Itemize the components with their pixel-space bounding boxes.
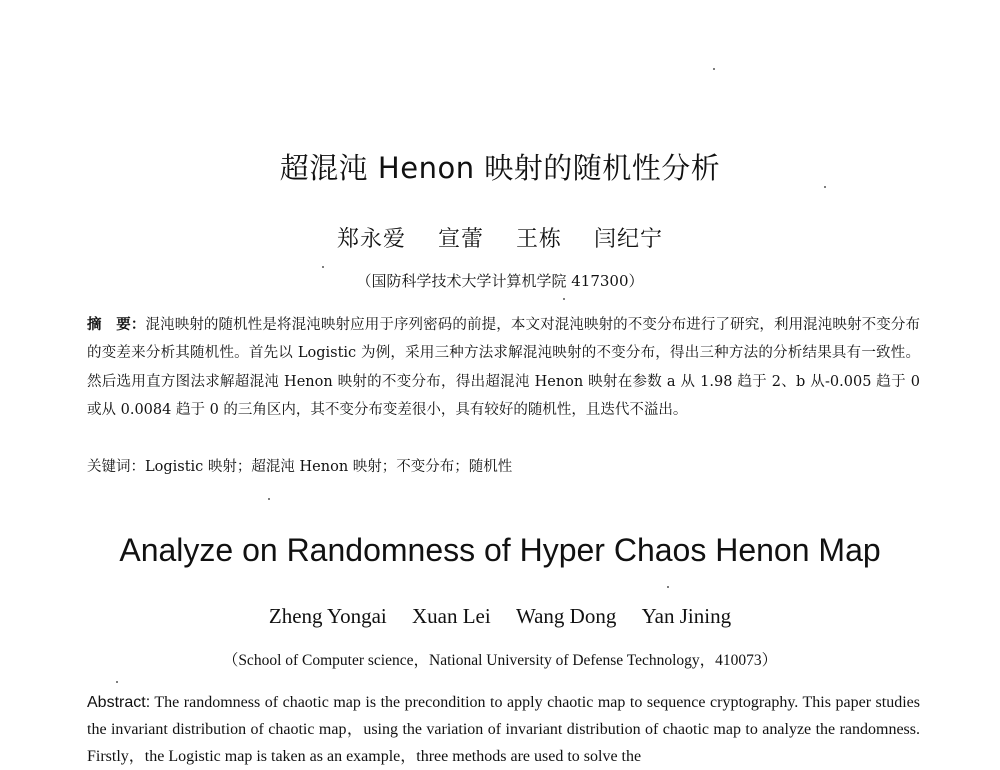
english-authors — [0, 604, 1000, 629]
scan-speck — [268, 498, 270, 500]
english-title: Analyze on Randomness of Hyper Chaos Henon Map — [119, 532, 881, 568]
english-abstract — [87, 689, 920, 770]
chinese-keywords-label: 关键词： — [87, 459, 145, 475]
chinese-title: 超混沌 Henon 映射的随机性分析 — [279, 151, 721, 185]
english-author: Zheng Yongai — [268, 604, 387, 628]
chinese-keywords — [87, 455, 920, 476]
english-abstract-label: Abstract: — [87, 694, 151, 711]
scan-speck — [116, 681, 118, 683]
chinese-abstract — [87, 311, 920, 424]
scan-speck — [322, 266, 324, 268]
chinese-author: 闫纪宁 — [594, 227, 664, 252]
english-author: Yan Jining — [641, 604, 732, 628]
chinese-author: 郑永爱 — [336, 227, 406, 252]
scan-speck — [563, 298, 565, 300]
english-affiliation: （School of Computer science，National University of Defense Technology，410073） — [222, 652, 778, 669]
scan-speck — [713, 68, 715, 70]
english-author: Xuan Lei — [411, 604, 491, 628]
chinese-keywords-text: Logistic 映射；超混沌 Henon 映射；不变分布；随机性 — [145, 459, 513, 475]
chinese-authors — [0, 222, 1000, 253]
chinese-affiliation: （国防科学技术大学计算机学院 417300） — [356, 272, 644, 290]
chinese-abstract-text: 混沌映射的随机性是将混沌映射应用于序列密码的前提，本文对混沌映射的不变分布进行了研究，利用混沌映射不变分布的变差来分析其随机性。首先以 Logistic 为例，采用三种方法求解混沌映射的不变分布，得出三种方法的分析结果具有一致性。然后选用直方图法求解超混沌 Henon 映射的不变分布，得出超混沌 Henon 映射在参数 a 从 1.98 趋于 2、b 从-0.005 趋于 0 或从 0.0084 趋于 0 的三角区内，其不变分布变差很小，具有较好的随机性，且迭代不溢出。 — [87, 317, 920, 418]
scan-speck — [667, 586, 669, 588]
chinese-author: 宣蕾 — [437, 227, 484, 252]
english-abstract-text: The randomness of chaotic map is the precondition to apply chaotic map to sequence cryptography. This paper studies the invariant distribution of chaotic map，using the variation of invariant distribution of chaotic map to analyze the randomness. Firstly，the Logistic map is taken as an example，three methods are used to solve the — [87, 694, 921, 765]
chinese-author: 王栋 — [516, 227, 563, 252]
chinese-abstract-label: 摘 要： — [87, 317, 146, 333]
english-author: Wang Dong — [515, 604, 617, 628]
